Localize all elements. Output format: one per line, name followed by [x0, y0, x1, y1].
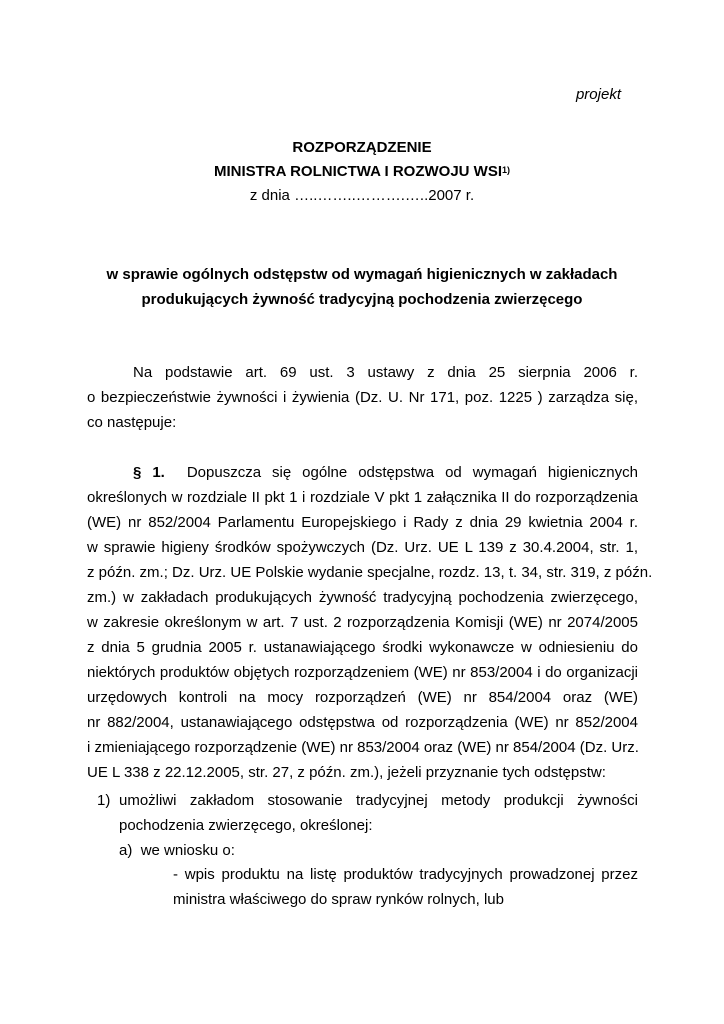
dash-item-line: - wpis produktu na listę produktów tradycyjnych prowadzonej przez	[173, 866, 638, 883]
sub-letter: a)	[119, 842, 133, 859]
dash-item-line: ministra właściwego do spraw rynków rolnych, lub	[173, 891, 504, 908]
preamble-paragraph	[87, 360, 638, 435]
section-1-line: niektórych produktów objętych rozporządzeniem (WE) nr 853/2004 i do organizacji	[87, 664, 638, 681]
section-1-first-line	[87, 460, 638, 485]
preamble-line: o bezpieczeństwie żywności i żywienia (Dz. U. Nr 171, poz. 1225 ) zarządza się,	[87, 389, 638, 406]
section-marker: § 1.	[133, 464, 165, 481]
issuing-authority	[0, 160, 724, 184]
section-1-line: z dnia 5 grudnia 2005 r. ustanawiającego środki wykonawcze w odniesieniu do	[87, 639, 638, 656]
section-1-line: UE L 338 z 22.12.2005, str. 27, z późn. zm.), jeżeli przyznanie tych odstępstw:	[87, 764, 606, 781]
section-1-line: (WE) nr 852/2004 Parlamentu Europejskiego i Rady z dnia 29 kwietnia 2004 r.	[87, 514, 638, 531]
title-block	[0, 136, 724, 208]
draft-label: projekt	[575, 86, 621, 103]
point-1-line: pochodzenia zwierzęcego, określonej:	[119, 817, 373, 834]
section-1-line: zm.) w zakładach produkujących żywność tradycyjną pochodzenia zwierzęcego,	[87, 589, 638, 606]
point-number: 1)	[97, 792, 111, 809]
subject-line-2: produkujących żywność tradycyjną pochodzenia zwierzęcego	[141, 291, 583, 308]
subject-heading	[0, 262, 724, 312]
issuing-authority-text: MINISTRA ROLNICTWA I ROZWOJU WSI	[213, 163, 503, 180]
subject-line-1: w sprawie ogólnych odstępstw od wymagań higienicznych w zakładach	[106, 266, 618, 283]
preamble-line: Na podstawie art. 69 ust. 3 ustawy z dnia 25 sierpnia 2006 r.	[133, 364, 638, 381]
section-1-line: urzędowych kontroli na mocy rozporządzeń (WE) nr 854/2004 oraz (WE)	[87, 689, 638, 706]
section-1-line: w zakresie określonym w art. 7 ust. 2 rozporządzenia Komisji (WE) nr 2074/2005	[87, 614, 638, 631]
list-item-point-1	[97, 788, 638, 838]
preamble-line: co następuje:	[87, 414, 177, 431]
footnote-reference: 1)	[502, 165, 511, 175]
section-1-line: i zmieniającego rozporządzenie (WE) nr 853/2004 oraz (WE) nr 854/2004 (Dz. Urz.	[87, 739, 639, 756]
document-type: ROZPORZĄDZENIE	[292, 139, 432, 156]
section-1-line: w sprawie higieny środków spożywczych (Dz. Urz. UE L 139 z 30.4.2004, str. 1,	[87, 539, 638, 556]
section-1-line: określonych w rozdziale II pkt 1 i rozdziale V pkt 1 załącznika II do rozporządzenia	[87, 489, 638, 506]
point-1-line: umożliwi zakładom stosowanie tradycyjnej metody produkcji żywności	[119, 792, 638, 809]
section-1-paragraph	[87, 460, 653, 785]
date-line: z dnia …..……..……….…..2007 r.	[249, 187, 475, 204]
list-item-a	[119, 838, 235, 863]
section-1-line: z późn. zm.; Dz. Urz. UE Polskie wydanie specjalne, rozdz. 13, t. 34, str. 319, z późn.	[87, 564, 653, 581]
sub-a-text: we wniosku o:	[140, 842, 235, 859]
section-1-line: nr 882/2004, ustanawiającego odstępstwa od rozporządzenia (WE) nr 852/2004	[87, 714, 638, 731]
dash-list-item	[173, 862, 638, 912]
section-1-line: Dopuszcza się ogólne odstępstwa od wymagań higienicznych	[186, 464, 638, 481]
point-1-text	[119, 788, 638, 838]
